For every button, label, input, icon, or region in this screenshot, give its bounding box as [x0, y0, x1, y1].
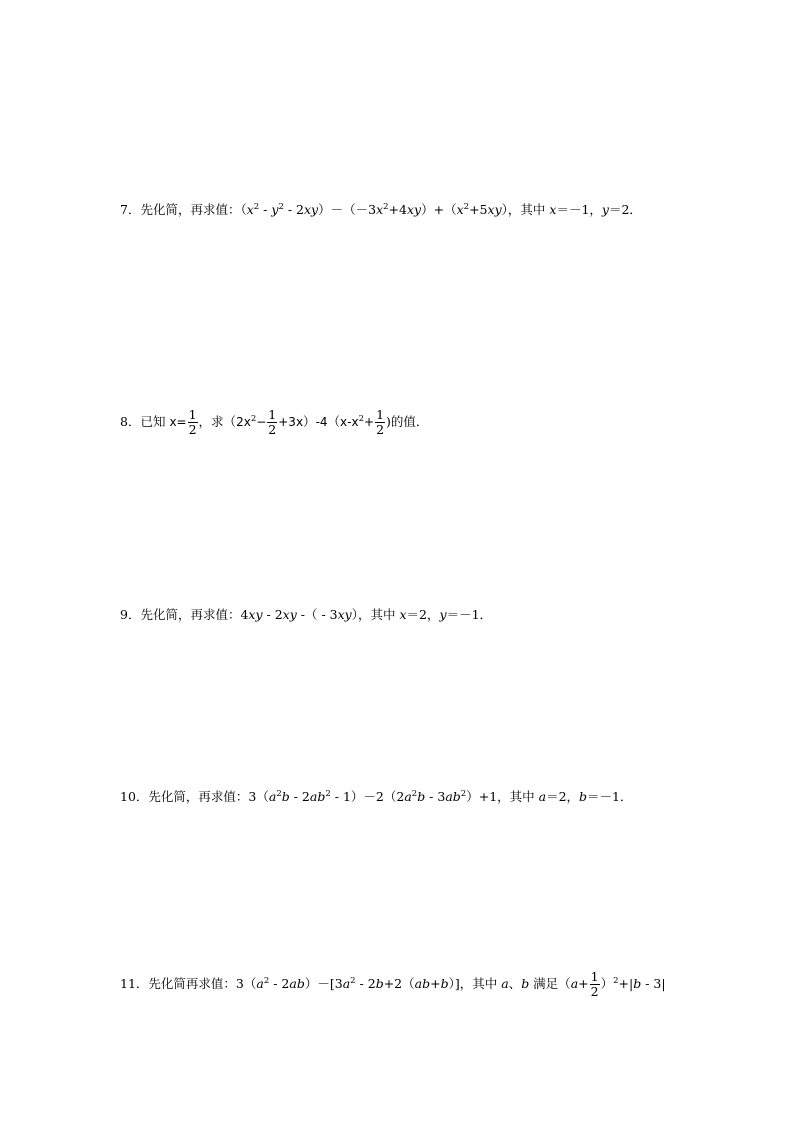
fraction-half: $\frac{1}{2}$: [188, 407, 197, 437]
problem-8: 8．已知 x= $\frac{1}{2}$ ，求（$2x^2-$ $\frac{1}{2}$ $+3x)-4(x-x^2+$ $\frac{1}{2}$ )的值．: [120, 407, 429, 437]
problem-11-number: 11．: [120, 976, 149, 991]
problem-10: 10．先化简，再求值：$3(a^2b - 2ab^2 - 1)-2(2a^2b - 3ab^2)+1$，其中 a＝2，b＝－1．: [120, 789, 633, 804]
problem-10-number: 10．: [120, 789, 149, 804]
fraction-half: $\frac{1}{2}$: [590, 969, 599, 999]
problem-8-number: 8．: [120, 414, 141, 429]
fraction-half: $\frac{1}{2}$: [376, 407, 385, 437]
problem-7: 7．先化简，再求值：$(x^2 - y^2 - 2xy)-(-3x^2+4xy)+(x^2+5xy)$，其中 x＝－1，y＝2．: [120, 202, 642, 217]
problem-11: 11．先化简再求值：$3(a^2 - 2ab)-[3a^2 - 2b+2(ab+b)]$，其中 a、b 满足（a+ $\frac{1}{2}$ ）$^2$+|b - 3|: [120, 969, 666, 999]
problem-9: 9．先化简，再求值：4xy - 2xy -（ - 3xy），其中 x＝2，y＝－1．: [120, 607, 493, 622]
fraction-half: $\frac{1}{2}$: [268, 407, 277, 437]
problem-7-number: 7．: [120, 202, 141, 217]
problem-9-number: 9．: [120, 607, 141, 622]
